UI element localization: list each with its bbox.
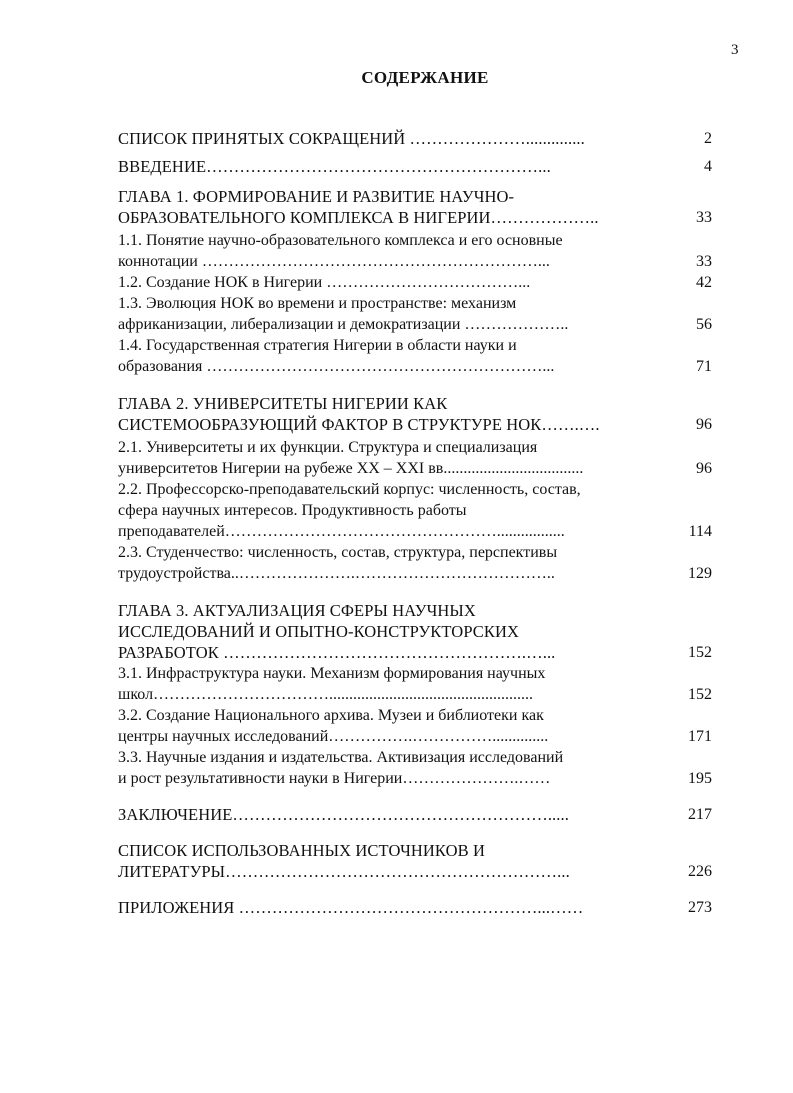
- toc-entry-line: сфера научных интересов. Продуктивность работы: [118, 502, 467, 519]
- toc-entry-line: ОБРАЗОВАТЕЛЬНОГО КОМПЛЕКСА В НИГЕРИИ………………..: [118, 208, 599, 227]
- page-number: 3: [731, 42, 739, 58]
- toc-entry: [118, 804, 726, 825]
- table-of-contents: [118, 128, 726, 918]
- toc-entry-line: ИССЛЕДОВАНИЙ И ОПЫТНО-КОНСТРУКТОРСКИХ: [118, 622, 520, 641]
- toc-entry-line: преподавателей…………………………………………….................: [118, 523, 565, 540]
- toc-entry-page-number: 152: [688, 686, 712, 703]
- toc-entry-line: ГЛАВА 2. УНИВЕРСИТЕТЫ НИГЕРИИ КАК: [118, 394, 448, 413]
- toc-entry-line: ПРИЛОЖЕНИЯ ………………………………………………...……: [118, 898, 584, 917]
- toc-entry-text: [118, 156, 666, 177]
- toc-entry: [118, 897, 726, 918]
- toc-entry-text: [118, 272, 666, 293]
- toc-entry-line: ЛИТЕРАТУРЫ……………………………………………………...: [118, 862, 570, 881]
- toc-entry-text: [118, 437, 666, 479]
- toc-entry-page-number: 56: [696, 316, 712, 333]
- toc-entry-line: ЗАКЛЮЧЕНИЕ………………………………………………….....: [118, 805, 569, 824]
- toc-entry-line: образования ………………………………………………………...: [118, 358, 555, 375]
- toc-entry-text: [118, 804, 666, 825]
- toc-entry-line: 3.2. Создание Национального архива. Музеи и библиотеки как: [118, 707, 544, 724]
- toc-entry-text: [118, 335, 666, 377]
- toc-entry-page-number: 152: [688, 644, 712, 661]
- toc-entry-text: [118, 186, 666, 228]
- toc-entry: [118, 542, 726, 584]
- toc-entry: [118, 393, 726, 435]
- toc-entry-page-number: 33: [696, 253, 712, 270]
- toc-entry: [118, 335, 726, 377]
- toc-entry-page-number: 273: [688, 899, 712, 916]
- toc-entry: [118, 128, 726, 149]
- toc-entry-text: [118, 479, 666, 542]
- toc-entry: [118, 705, 726, 747]
- toc-entry-line: трудоустройства..………………….………………………………..: [118, 565, 555, 582]
- toc-entry-text: [118, 705, 666, 747]
- toc-entry-text: [118, 897, 666, 918]
- toc-entry-line: СИСТЕМООБРАЗУЮЩИЙ ФАКТОР В СТРУКТУРЕ НОК…….….: [118, 415, 600, 434]
- toc-entry-line: 1.2. Создание НОК в Нигерии ………………………………...: [118, 274, 531, 291]
- toc-entry-text: [118, 600, 666, 663]
- toc-entry-page-number: 195: [688, 770, 712, 787]
- toc-entry-text: [118, 293, 666, 335]
- toc-entry-page-number: 129: [688, 565, 712, 582]
- toc-entry-text: [118, 230, 666, 272]
- toc-entry-page-number: 217: [688, 806, 712, 823]
- toc-entry-line: 2.1. Университеты и их функции. Структура и специализация: [118, 439, 538, 456]
- toc-entry: [118, 600, 726, 663]
- toc-entry-line: коннотации ………………………………………………………...: [118, 253, 550, 270]
- toc-entry-line: центры научных исследований…………….……………..............: [118, 728, 549, 745]
- toc-entry-text: [118, 747, 666, 789]
- toc-entry-line: ГЛАВА 1. ФОРМИРОВАНИЕ И РАЗВИТИЕ НАУЧНО-: [118, 187, 515, 206]
- toc-entry-page-number: 96: [696, 416, 712, 433]
- toc-entry-line: 2.2. Профессорско-преподавательский корпус: численность, состав,: [118, 481, 581, 498]
- toc-entry: [118, 230, 726, 272]
- toc-entry-line: школ……………………………...................................................: [118, 686, 534, 703]
- toc-entry-text: [118, 663, 666, 705]
- toc-entry-page-number: 96: [696, 460, 712, 477]
- toc-entry-page-number: 71: [696, 358, 712, 375]
- toc-entry-page-number: 226: [688, 863, 712, 880]
- toc-entry: [118, 437, 726, 479]
- toc-entry: [118, 272, 726, 293]
- toc-entry-text: [118, 393, 666, 435]
- toc-entry: [118, 186, 726, 228]
- toc-entry-line: 1.4. Государственная стратегия Нигерии в области науки и: [118, 337, 517, 354]
- toc-entry-line: 1.3. Эволюция НОК во времени и пространстве: механизм: [118, 295, 517, 312]
- toc-entry-line: СПИСОК ИСПОЛЬЗОВАННЫХ ИСТОЧНИКОВ И: [118, 841, 485, 860]
- toc-entry-line: 1.1. Понятие научно-образовательного комплекса и его основные: [118, 232, 563, 249]
- toc-entry-line: африканизации, либерализации и демократизации ………………..: [118, 316, 569, 333]
- toc-entry: [118, 747, 726, 789]
- page-title: СОДЕРЖАНИЕ: [361, 68, 489, 87]
- toc-entry-page-number: 33: [696, 209, 712, 226]
- toc-entry-line: университетов Нигерии на рубеже XX – XXI вв...................................: [118, 460, 584, 477]
- toc-entry-line: ВВЕДЕНИЕ……………………………………………………...: [118, 157, 551, 176]
- toc-entry-line: РАЗРАБОТОК ……………………………………………….…...: [118, 643, 556, 662]
- toc-entry: [118, 479, 726, 542]
- toc-entry-page-number: 42: [696, 274, 712, 291]
- toc-entry-text: [118, 128, 666, 149]
- toc-entry: [118, 156, 726, 177]
- toc-entry: [118, 293, 726, 335]
- toc-entry-line: 3.3. Научные издания и издательства. Активизация исследований: [118, 749, 564, 766]
- toc-entry-line: СПИСОК ПРИНЯТЫХ СОКРАЩЕНИЙ …………………..............: [118, 129, 585, 148]
- toc-entry-line: и рост результативности науки в Нигерии………………….……: [118, 770, 551, 787]
- toc-entry: [118, 663, 726, 705]
- toc-entry-text: [118, 840, 666, 882]
- toc-entry-page-number: 2: [704, 130, 712, 147]
- toc-entry-line: 2.3. Студенчество: численность, состав, структура, перспективы: [118, 544, 558, 561]
- toc-entry-page-number: 4: [704, 158, 712, 175]
- toc-entry-line: ГЛАВА 3. АКТУАЛИЗАЦИЯ СФЕРЫ НАУЧНЫХ: [118, 601, 476, 620]
- toc-entry-text: [118, 542, 666, 584]
- toc-entry-line: 3.1. Инфраструктура науки. Механизм формирования научных: [118, 665, 546, 682]
- toc-entry: [118, 840, 726, 882]
- toc-entry-page-number: 114: [688, 523, 712, 540]
- toc-entry-page-number: 171: [688, 728, 712, 745]
